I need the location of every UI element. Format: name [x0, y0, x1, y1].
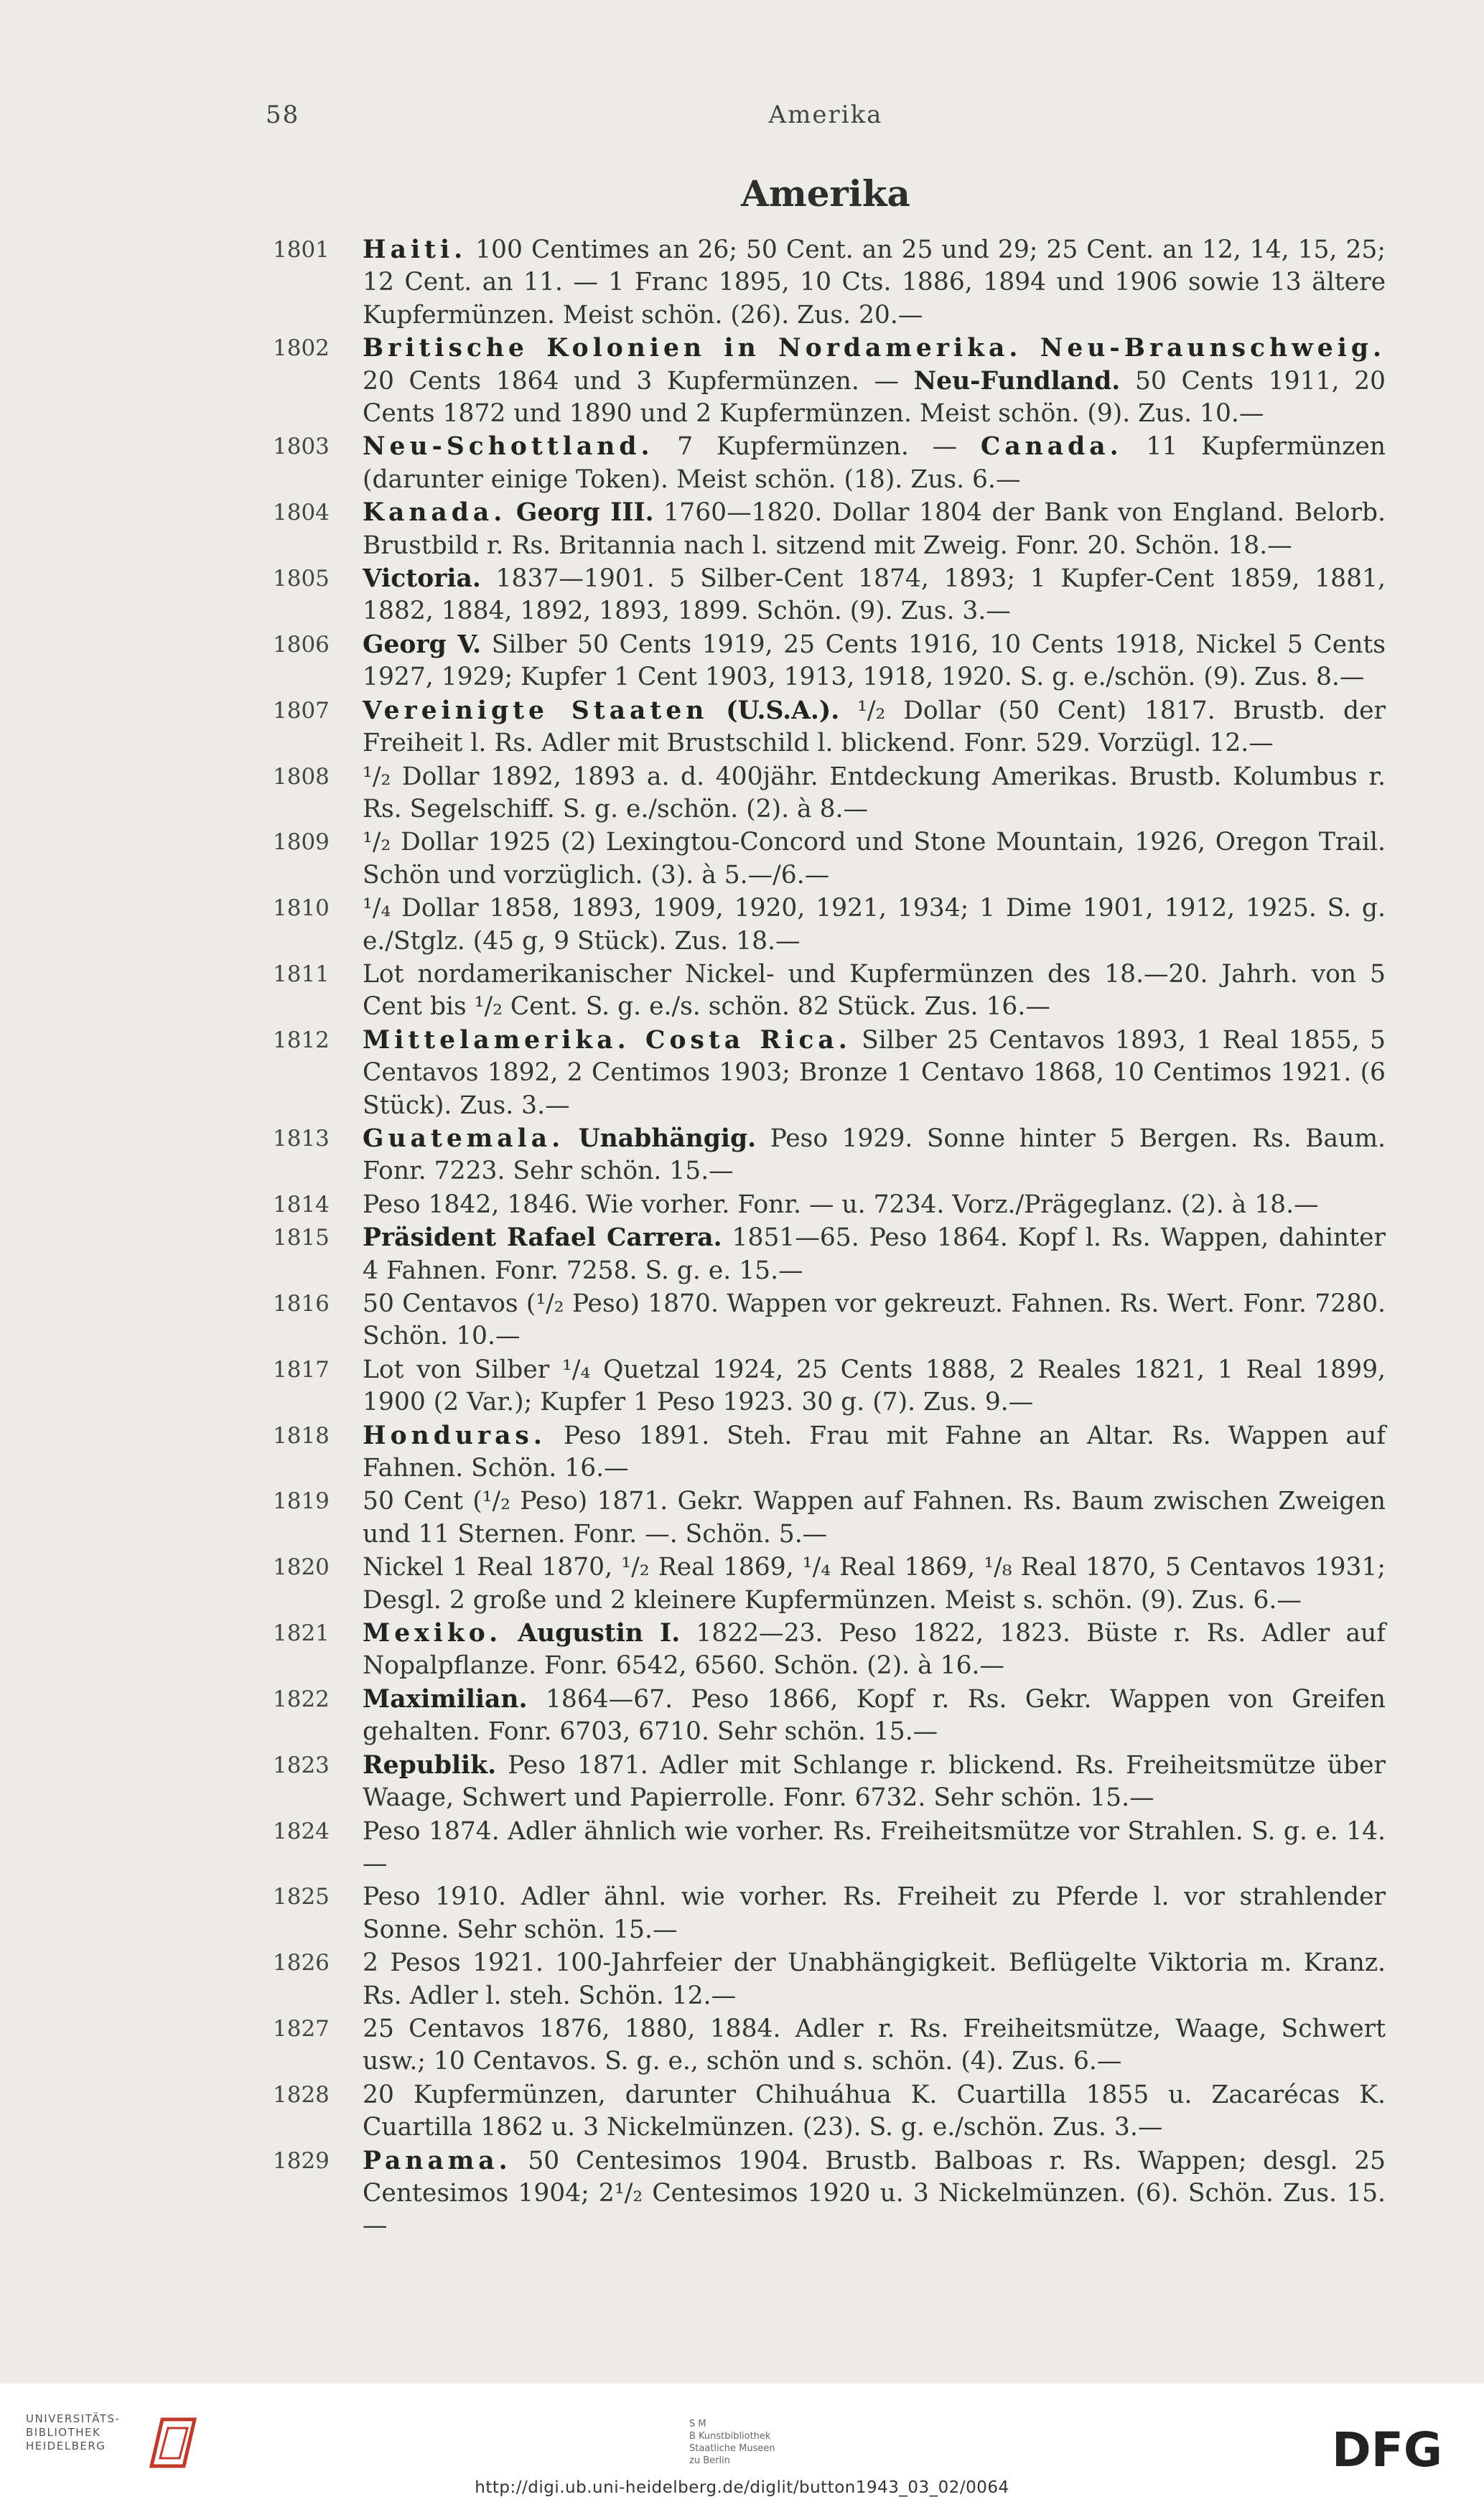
lot-number: 1804 [273, 500, 330, 526]
lot-description: Mexiko. Augustin I. 1822—23. Peso 1822, 1823. Büste r. Rs. Adler auf Nopalpflanze. Fonr. 6542, 6560. Schön. (2). à 16.— [363, 1619, 1386, 1681]
lot-number: 1812 [273, 1027, 330, 1053]
lot-number: 1805 [273, 566, 330, 592]
section-title: Amerika [741, 172, 910, 215]
permalink[interactable]: http://digi.ub.uni-heidelberg.de/diglit/button1943_03_02/0064 [475, 2478, 1009, 2497]
dfg-logo[interactable] [1328, 2416, 1465, 2480]
lot-number: 1813 [273, 1125, 330, 1152]
lot-description: 20 Kupfermünzen, darunter Chihuáhua K. Cuartilla 1855 u. Zacarécas K. Cuartilla 1862 u. 3 Nickelmünzen. (23). S. g. e./schön. Zus. 3.— [363, 2080, 1386, 2142]
catalog-entry [273, 958, 1386, 1024]
lot-number: 1810 [273, 895, 330, 922]
lot-description: Peso 1874. Adler ähnlich wie vorher. Rs. Freiheitsmütze vor Strahlen. S. g. e. 14.— [363, 1816, 1386, 1878]
lot-description: Mittelamerika. Costa Rica. Silber 25 Centavos 1893, 1 Real 1855, 5 Centavos 1892, 2 Centimos 1903; Bronze 1 Centavo 1868, 10 Centimos 1921. (6 Stück). Zus. 3.— [363, 1025, 1386, 1120]
lot-number: 1820 [273, 1554, 330, 1581]
catalog-entry [273, 563, 1386, 628]
catalog-entry [273, 1420, 1386, 1485]
catalog-entry [273, 761, 1386, 826]
lot-number: 1824 [273, 1818, 330, 1844]
catalog-entry [273, 1551, 1386, 1617]
smb-logo[interactable]: S M B Kunstbibliothek Staatliche Museen zu Berlin [689, 2419, 775, 2466]
catalog-entry [273, 1222, 1386, 1287]
running-head [0, 101, 1484, 136]
catalog-entry [273, 1189, 1386, 1221]
lot-description: Lot nordamerikanischer Nickel- und Kupfermünzen des 18.—20. Jahrh. von 5 Cent bis ¹/₂ Cent. S. g. e./s. schön. 82 Stück. Zus. 16.— [363, 959, 1386, 1022]
lot-description: Peso 1910. Adler ähnl. wie vorher. Rs. Freiheit zu Pferde l. vor strahlender Sonne. Sehr schön. 15.— [363, 1882, 1386, 1944]
lot-description: ¹/₄ Dollar 1858, 1893, 1909, 1920, 1921, 1934; 1 Dime 1901, 1912, 1925. S. g. e./Stglz. (45 g, 9 Stück). Zus. 18.— [363, 894, 1386, 956]
catalog-entry [273, 1288, 1386, 1353]
lot-number: 1823 [273, 1752, 330, 1778]
lot-number: 1816 [273, 1291, 330, 1317]
catalog-entry [273, 2079, 1386, 2144]
catalog-entry [273, 1947, 1386, 2012]
catalog-entry [273, 234, 1386, 332]
catalog-entry [273, 2145, 1386, 2243]
catalog-entry [273, 1881, 1386, 1946]
lot-description: Maximilian. 1864—67. Peso 1866, Kopf r. Rs. Gekr. Wappen von Greifen gehalten. Fonr. 6703, 6710. Sehr schön. 15.— [363, 1684, 1386, 1747]
footer [0, 2384, 1484, 2502]
catalog-entries [273, 234, 1386, 2244]
lot-description: Nickel 1 Real 1870, ¹/₂ Real 1869, ¹/₄ Real 1869, ¹/₈ Real 1870, 5 Centavos 1931; Desgl. 2 große und 2 kleinere Kupfermünzen. Meist s. schön. (9). Zus. 6.— [363, 1553, 1386, 1615]
lot-description: Haiti. 100 Centimes an 26; 50 Cent. an 25 und 29; 25 Cent. an 12, 14, 15, 25; 12 Cent. an 11. — 1 Franc 1895, 10 Cts. 1886, 1894 und 1906 sowie 13 ältere Kupfermünzen. Meist schön. (26). Zus. 20.— [363, 235, 1386, 330]
lot-description: Neu-Schottland. 7 Kupfermünzen. — Canada. 11 Kupfermünzen (darunter einige Token). Meist schön. (18). Zus. 6.— [363, 432, 1386, 494]
catalog-entry [273, 892, 1386, 958]
catalog-entry [273, 332, 1386, 430]
lot-description: Peso 1842, 1846. Wie vorher. Fonr. — u. 7234. Vorz./Prägeglanz. (2). à 18.— [363, 1190, 1319, 1219]
lot-description: Kanada. Georg III. 1760—1820. Dollar 1804 der Bank von England. Belorb. Brustbild r. Rs. Britannia nach l. sitzend mit Zweig. Fonr. 20. Schön. 18.— [363, 498, 1386, 560]
lot-description: Vereinigte Staaten (U.S.A.). ¹/₂ Dollar (50 Cent) 1817. Brustb. der Freiheit l. Rs. Adler mit Brustschild l. blickend. Fonr. 529. Vorzügl. 12.— [363, 696, 1386, 758]
catalog-entry [273, 1684, 1386, 1749]
catalog-entry [273, 826, 1386, 892]
catalog-entry [273, 1750, 1386, 1815]
lot-number: 1817 [273, 1356, 330, 1383]
lot-number: 1807 [273, 697, 330, 724]
lot-number: 1828 [273, 2081, 330, 2108]
catalog-entry [273, 1024, 1386, 1122]
catalog-entry [273, 1354, 1386, 1419]
lot-description: Britische Kolonien in Nordamerika. Neu-Braunschweig. 20 Cents 1864 und 3 Kupfermünzen. — Neu-Fundland. 50 Cents 1911, 20 Cents 1872 und 1890 und 2 Kupfermünzen. Meist schön. (9). Zus. 10.— [363, 334, 1386, 429]
lot-number: 1808 [273, 763, 330, 790]
catalog-entry [273, 1618, 1386, 1683]
catalog-entry [273, 1485, 1386, 1551]
lot-description: 50 Centavos (¹/₂ Peso) 1870. Wappen vor gekreuzt. Fahnen. Rs. Wert. Fonr. 7280. Schön. 10.— [363, 1289, 1386, 1351]
lot-number: 1811 [273, 961, 330, 987]
catalog-entry [273, 629, 1386, 694]
dfg-logo-text: DFG [1332, 2422, 1443, 2478]
lot-number: 1801 [273, 237, 330, 263]
catalog-entry [273, 1123, 1386, 1188]
lot-description: 25 Centavos 1876, 1880, 1884. Adler r. Rs. Freiheitsmütze, Waage, Schwert usw.; 10 Centavos. S. g. e., schön und s. schön. (4). Zus. 6.— [363, 2014, 1386, 2076]
lot-number: 1825 [273, 1884, 330, 1910]
university-library-logo[interactable] [26, 2412, 220, 2480]
lot-description: 50 Cent (¹/₂ Peso) 1871. Gekr. Wappen auf Fahnen. Rs. Baum zwischen Zweigen und 11 Sternen. Fonr. —. Schön. 5.— [363, 1487, 1386, 1549]
lot-number: 1802 [273, 335, 330, 362]
lot-number: 1814 [273, 1191, 330, 1218]
lot-description: Victoria. 1837—1901. 5 Silber-Cent 1874, 1893; 1 Kupfer-Cent 1859, 1881, 1882, 1884, 1892, 1893, 1899. Schön. (9). Zus. 3.— [363, 564, 1386, 626]
lot-description: Georg V. Silber 50 Cents 1919, 25 Cents 1916, 10 Cents 1918, Nickel 5 Cents 1927, 1929; Kupfer 1 Cent 1903, 1913, 1918, 1920. S. g. e./schön. (9). Zus. 8.— [363, 630, 1386, 692]
lot-number: 1819 [273, 1488, 330, 1515]
catalog-entry [273, 497, 1386, 562]
catalog-entry [273, 695, 1386, 760]
university-emblem-icon [134, 2412, 202, 2470]
lot-number: 1803 [273, 434, 330, 460]
lot-description: Honduras. Peso 1891. Steh. Frau mit Fahne an Altar. Rs. Wappen auf Fahnen. Schön. 16.— [363, 1421, 1386, 1483]
catalog-entry [273, 431, 1386, 496]
lot-description: ¹/₂ Dollar 1925 (2) Lexingtou-Concord und Stone Mountain, 1926, Oregon Trail. Schön und vorzüglich. (3). à 5.—/6.— [363, 828, 1386, 890]
lot-number: 1826 [273, 1950, 330, 1976]
lot-number: 1821 [273, 1620, 330, 1647]
lot-description: Guatemala. Unabhängig. Peso 1929. Sonne hinter 5 Bergen. Rs. Baum. Fonr. 7223. Sehr schön. 15.— [363, 1124, 1386, 1186]
lot-number: 1806 [273, 631, 330, 658]
lot-description: Lot von Silber ¹/₄ Quetzal 1924, 25 Cents 1888, 2 Reales 1821, 1 Real 1899, 1900 (2 Var.); Kupfer 1 Peso 1923. 30 g. (7). Zus. 9.— [363, 1355, 1386, 1417]
lot-number: 1818 [273, 1422, 330, 1449]
lot-description: Präsident Rafael Carrera. 1851—65. Peso 1864. Kopf l. Rs. Wappen, dahinter 4 Fahnen. Fonr. 7258. S. g. e. 15.— [363, 1223, 1386, 1285]
lot-number: 1829 [273, 2147, 330, 2174]
lot-description: 2 Pesos 1921. 100-Jahrfeier der Unabhängigkeit. Beflügelte Viktoria m. Kranz. Rs. Adler l. steh. Schön. 12.— [363, 1948, 1386, 2010]
lot-number: 1815 [273, 1225, 330, 1251]
lot-number: 1822 [273, 1686, 330, 1712]
catalog-entry [273, 1816, 1386, 1881]
lot-description: Republik. Peso 1871. Adler mit Schlange r. blickend. Rs. Freiheitsmütze über Waage, Schwert und Papierrolle. Fonr. 6732. Sehr schön. 15.— [363, 1750, 1386, 1813]
catalog-entry [273, 2013, 1386, 2078]
university-name: UNIVERSITÄTS- BIBLIOTHEK HEIDELBERG [26, 2412, 121, 2452]
page-number: 58 [266, 101, 300, 129]
lot-description: Panama. 50 Centesimos 1904. Brustb. Balboas r. Rs. Wappen; desgl. 25 Centesimos 1904; 2¹/₂ Centesimos 1920 u. 3 Nickelmünzen. (6). Schön. Zus. 15.— [363, 2146, 1386, 2241]
lot-number: 1809 [273, 829, 330, 856]
lot-number: 1827 [273, 2015, 330, 2042]
running-title: Amerika [768, 101, 883, 129]
lot-description: ¹/₂ Dollar 1892, 1893 a. d. 400jähr. Entdeckung Amerikas. Brustb. Kolumbus r. Rs. Segelschiff. S. g. e./schön. (2). à 8.— [363, 762, 1386, 823]
